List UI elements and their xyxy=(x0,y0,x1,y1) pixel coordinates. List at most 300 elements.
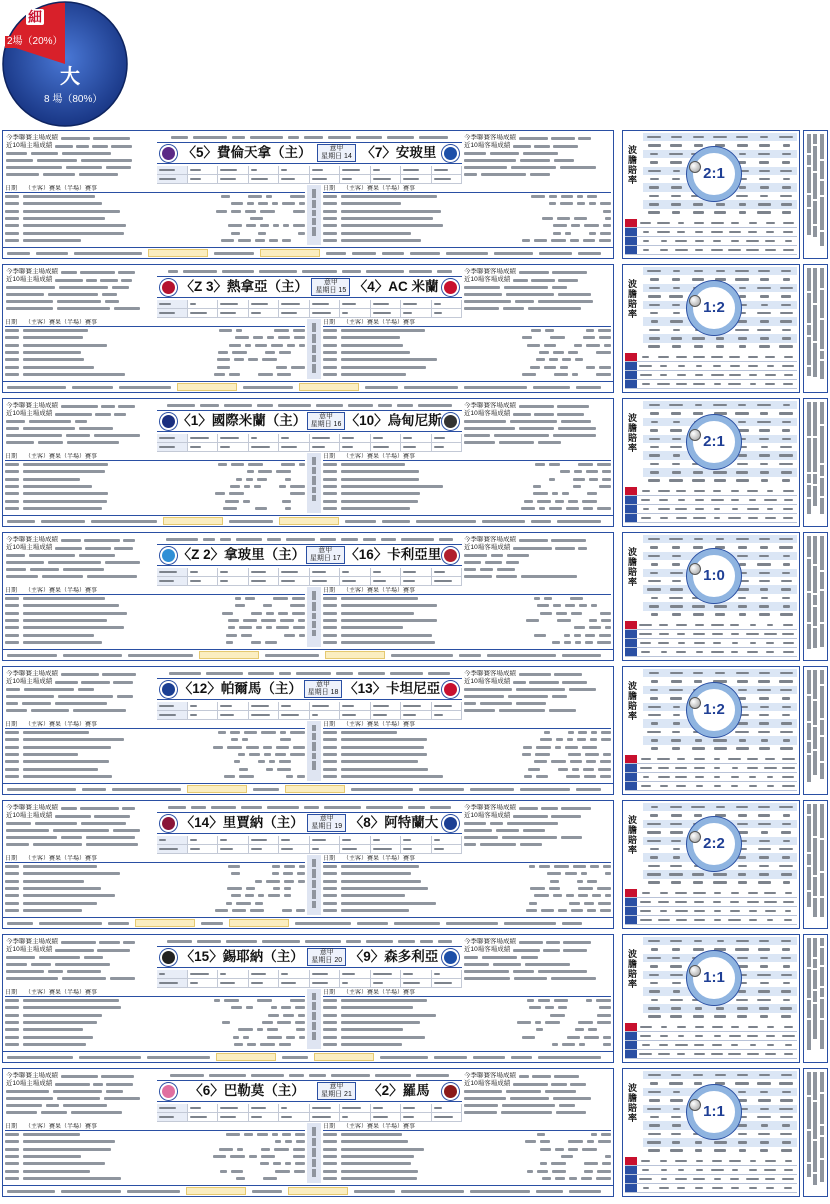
summary-cell xyxy=(690,648,708,656)
summary-cell xyxy=(744,907,762,915)
text-placeholder xyxy=(553,145,578,148)
text-placeholder xyxy=(323,485,337,488)
odds-cell xyxy=(775,435,797,443)
odds-cell xyxy=(753,409,775,417)
text-placeholder xyxy=(521,463,531,466)
odds-cell xyxy=(665,552,687,560)
text-placeholder xyxy=(496,829,519,832)
text-placeholder xyxy=(260,1043,275,1046)
text-placeholder xyxy=(220,538,231,541)
odds-cell xyxy=(665,569,687,577)
text-placeholder xyxy=(566,775,580,778)
text-placeholder xyxy=(658,901,669,904)
text-placeholder xyxy=(565,232,571,235)
text-placeholder xyxy=(190,437,209,440)
text-placeholder xyxy=(758,153,770,156)
text-placeholder xyxy=(553,1097,591,1100)
odds-cell xyxy=(753,996,775,1004)
summary-cell xyxy=(655,907,673,915)
text-placeholder xyxy=(670,588,683,591)
odds-cell xyxy=(665,426,687,434)
text-placeholder xyxy=(190,169,201,172)
text-placeholder xyxy=(764,767,777,770)
text-placeholder xyxy=(582,1148,597,1151)
odds-cell xyxy=(753,543,775,551)
text-placeholder xyxy=(650,689,658,692)
text-placeholder xyxy=(558,1006,567,1009)
text-placeholder xyxy=(781,974,792,977)
text-placeholder xyxy=(260,329,270,332)
table-row xyxy=(5,334,305,341)
odds-cell xyxy=(665,326,687,334)
away-season-values xyxy=(519,137,591,140)
row-label-block xyxy=(625,764,637,772)
text-placeholder xyxy=(695,1007,702,1010)
odds-cell xyxy=(731,401,753,409)
text-placeholder xyxy=(813,134,817,144)
odds-cell xyxy=(665,200,687,208)
stat-cell xyxy=(157,1104,188,1112)
text-placeholder xyxy=(651,680,658,683)
summary-cell xyxy=(708,514,726,522)
summary-cell xyxy=(655,773,673,781)
text-placeholder xyxy=(258,232,266,235)
text-placeholder xyxy=(298,619,305,622)
home-last10-row xyxy=(6,544,154,552)
odds-cell xyxy=(643,535,665,543)
text-placeholder xyxy=(110,977,135,980)
table-row xyxy=(323,461,611,468)
text-placeholder xyxy=(519,271,549,274)
text-placeholder xyxy=(341,1043,402,1046)
match-meta-line xyxy=(157,936,462,946)
text-placeholder xyxy=(493,963,521,966)
text-placeholder xyxy=(221,604,231,607)
text-placeholder xyxy=(190,580,201,583)
text-placeholder xyxy=(282,202,295,205)
text-placeholder xyxy=(248,672,274,675)
text-placeholder xyxy=(540,738,552,741)
text-placeholder xyxy=(675,901,687,904)
table-row xyxy=(5,476,305,483)
text-placeholder xyxy=(650,153,658,156)
text-placeholder xyxy=(295,894,305,897)
text-placeholder xyxy=(23,768,98,771)
text-placeholder xyxy=(323,1021,337,1024)
home-last10-label: 近10場主場成績 xyxy=(6,678,53,685)
odds-cell xyxy=(775,1088,797,1096)
text-placeholder xyxy=(23,336,83,339)
text-placeholder xyxy=(312,334,316,343)
text-placeholder xyxy=(243,999,253,1002)
text-placeholder xyxy=(528,217,538,220)
text-placeholder xyxy=(779,1082,793,1085)
odds-cell xyxy=(665,853,687,861)
odds-cell xyxy=(753,141,775,149)
odds-label: 波膽賠率 xyxy=(627,949,637,989)
text-placeholder xyxy=(639,624,652,627)
text-placeholder xyxy=(696,1160,703,1163)
odds-label: 波膽賠率 xyxy=(627,279,637,319)
text-placeholder xyxy=(5,463,19,466)
odds-cell xyxy=(643,1079,665,1087)
summary-cell xyxy=(637,648,655,656)
odds-cell xyxy=(775,577,797,585)
match-title-bar xyxy=(157,410,462,432)
text-placeholder xyxy=(670,1149,683,1152)
text-placeholder xyxy=(648,479,660,482)
league-day-box xyxy=(311,278,350,296)
odds-cell xyxy=(643,711,665,719)
text-placeholder xyxy=(647,873,661,876)
text-placeholder xyxy=(671,203,681,206)
result-header: （主客）賽果（半場）賽事 xyxy=(25,855,98,862)
text-placeholder xyxy=(234,358,244,361)
text-placeholder xyxy=(257,478,267,481)
stat-row xyxy=(157,577,462,586)
summary-cell xyxy=(708,773,726,781)
text-placeholder xyxy=(312,630,316,636)
stat-cell xyxy=(279,979,310,987)
odds-cell xyxy=(709,343,731,351)
text-placeholder xyxy=(267,336,274,339)
text-placeholder xyxy=(781,203,792,206)
stat-cell xyxy=(401,434,432,442)
result-header: （主客）賽果（半場）賽事 xyxy=(343,855,416,862)
text-placeholder xyxy=(5,1036,19,1039)
stat-row xyxy=(157,970,462,979)
small-label: 細 xyxy=(28,9,42,25)
text-placeholder xyxy=(312,1159,316,1167)
text-placeholder xyxy=(464,709,495,712)
odds-cell xyxy=(731,811,753,819)
text-placeholder xyxy=(695,739,702,742)
text-placeholder xyxy=(696,785,703,788)
stat-cell xyxy=(279,711,310,719)
text-placeholder xyxy=(807,268,811,291)
odds-cell xyxy=(775,837,797,845)
summary-cell xyxy=(744,353,762,361)
summary-cell xyxy=(726,487,744,495)
text-placeholder xyxy=(760,982,769,985)
odds-cell xyxy=(775,175,797,183)
text-placeholder xyxy=(341,470,419,473)
text-placeholder xyxy=(568,500,578,503)
league-day-box xyxy=(306,546,345,564)
text-placeholder xyxy=(283,1014,294,1017)
text-placeholder xyxy=(650,697,658,700)
table-row xyxy=(5,639,305,646)
text-placeholder xyxy=(241,507,251,510)
table-header xyxy=(323,855,611,863)
text-placeholder xyxy=(582,351,592,354)
text-placeholder xyxy=(356,136,382,139)
text-placeholder xyxy=(272,872,279,875)
text-placeholder xyxy=(549,887,560,890)
table-header xyxy=(5,319,305,327)
summary-cell xyxy=(726,228,744,236)
table-row xyxy=(323,483,611,490)
text-placeholder xyxy=(222,1177,232,1180)
odds-cell xyxy=(731,133,753,141)
text-placeholder xyxy=(341,210,441,213)
text-line xyxy=(464,1095,609,1102)
text-placeholder xyxy=(5,210,19,213)
table-row xyxy=(5,461,305,468)
text-placeholder xyxy=(265,351,275,354)
text-placeholder xyxy=(600,760,611,763)
text-placeholder xyxy=(5,768,19,771)
match-header xyxy=(157,400,462,452)
text-placeholder xyxy=(783,404,790,407)
text-placeholder xyxy=(779,454,793,457)
text-placeholder xyxy=(748,356,758,359)
summary-cell xyxy=(655,916,673,924)
text-placeholder xyxy=(766,231,774,234)
text-placeholder xyxy=(281,446,297,449)
home-record-block xyxy=(6,1072,154,1120)
text-placeholder xyxy=(502,836,557,839)
summary-cell xyxy=(637,371,655,379)
text-placeholder xyxy=(229,492,244,495)
summary-cell xyxy=(779,487,797,495)
stat-cell xyxy=(371,1113,402,1121)
text-placeholder xyxy=(813,305,817,341)
text-placeholder xyxy=(323,746,337,749)
text-placeholder xyxy=(286,538,315,541)
summary-cell xyxy=(673,1184,691,1192)
text-placeholder xyxy=(23,373,125,376)
text-placeholder xyxy=(23,507,102,510)
text-placeholder xyxy=(601,1148,611,1151)
text-placeholder xyxy=(342,571,349,574)
match-info-box xyxy=(2,264,614,393)
text-line xyxy=(6,425,154,432)
odds-cell xyxy=(709,1138,731,1146)
text-placeholder xyxy=(271,1006,277,1009)
text-placeholder xyxy=(373,973,392,976)
text-placeholder xyxy=(551,815,581,818)
text-placeholder xyxy=(219,329,232,332)
summary-cell xyxy=(761,1023,779,1031)
summary-cell xyxy=(726,237,744,245)
summary-cell xyxy=(708,487,726,495)
commentary-column xyxy=(803,130,828,259)
text-placeholder xyxy=(672,613,681,616)
text-placeholder xyxy=(508,695,548,698)
odds-cell xyxy=(731,879,753,887)
text-placeholder xyxy=(568,731,574,734)
text-placeholder xyxy=(747,758,758,761)
stat-cell xyxy=(401,836,432,844)
text-placeholder xyxy=(779,546,793,549)
text-placeholder xyxy=(643,776,649,779)
text-placeholder xyxy=(738,546,747,549)
table-row xyxy=(5,1019,305,1026)
commentary-text-column xyxy=(807,670,811,791)
odds-cell xyxy=(753,175,775,183)
stat-cell xyxy=(249,845,280,853)
text-placeholder xyxy=(598,329,611,332)
text-placeholder xyxy=(159,571,177,574)
text-placeholder xyxy=(312,901,316,908)
text-placeholder xyxy=(102,673,136,676)
text-placeholder xyxy=(302,270,337,273)
commentary-text-column xyxy=(820,1072,824,1193)
home-record-block xyxy=(6,804,154,852)
odds-cell xyxy=(753,317,775,325)
text-placeholder xyxy=(543,619,553,622)
odds-cell xyxy=(643,477,665,485)
text-placeholder xyxy=(323,1162,337,1165)
text-placeholder xyxy=(564,1021,574,1024)
home-team-name: 〈1〉國際米蘭（主） xyxy=(177,413,307,428)
text-placeholder xyxy=(326,252,346,255)
text-placeholder xyxy=(323,1155,337,1158)
text-placeholder xyxy=(43,173,75,176)
text-placeholder xyxy=(583,768,594,771)
odds-cell xyxy=(775,401,797,409)
date-header: 日期 xyxy=(323,587,336,594)
text-placeholder xyxy=(578,1021,593,1024)
table-row xyxy=(323,997,611,1004)
commentary-text-column xyxy=(813,670,817,791)
odds-cell xyxy=(731,535,753,543)
away-season-row xyxy=(464,1072,609,1080)
text-placeholder xyxy=(648,1074,661,1077)
text-placeholder xyxy=(167,404,195,407)
text-placeholder xyxy=(640,222,651,225)
summary-cell xyxy=(761,353,779,361)
stat-cell xyxy=(310,979,341,987)
table-row xyxy=(323,870,611,877)
predicted-score: 1:0 xyxy=(703,567,725,584)
table-header xyxy=(323,319,611,327)
match-panel xyxy=(0,128,830,262)
text-placeholder xyxy=(5,358,19,361)
text-placeholder xyxy=(736,940,749,943)
odds-cell xyxy=(775,736,797,744)
text-placeholder xyxy=(63,1104,107,1107)
text-placeholder xyxy=(323,753,337,756)
away-last10-label: 近10場客場成績 xyxy=(464,142,511,149)
text-placeholder xyxy=(783,642,794,645)
text-placeholder xyxy=(298,1014,305,1017)
text-placeholder xyxy=(711,624,724,627)
text-placeholder xyxy=(250,136,283,139)
row-label-block xyxy=(625,1023,637,1031)
text-placeholder xyxy=(464,1104,498,1107)
text-placeholder xyxy=(190,1116,207,1119)
odds-cell xyxy=(709,477,731,485)
odds-cell xyxy=(775,284,797,292)
text-placeholder xyxy=(671,881,681,884)
date-header: 日期 xyxy=(323,721,336,728)
text-placeholder xyxy=(749,1187,757,1190)
text-placeholder xyxy=(737,957,748,960)
odds-cell xyxy=(643,133,665,141)
text-placeholder xyxy=(524,500,533,503)
away-last10-row xyxy=(464,812,609,820)
text-placeholder xyxy=(516,887,526,890)
text-placeholder xyxy=(677,633,685,636)
stat-cell xyxy=(279,434,310,442)
text-placeholder xyxy=(42,575,83,578)
score-prediction-badge xyxy=(687,549,741,603)
table-row xyxy=(323,505,611,512)
away-last10-values xyxy=(513,1083,586,1086)
text-placeholder xyxy=(312,210,316,216)
text-placeholder xyxy=(341,1133,402,1136)
stat-cell xyxy=(310,711,341,719)
odds-cell xyxy=(665,435,687,443)
stat-cell xyxy=(371,568,402,576)
summary-cell xyxy=(779,237,797,245)
result-header: （主客）賽果（半場）賽事 xyxy=(25,453,98,460)
text-placeholder xyxy=(282,1056,308,1059)
odds-cell xyxy=(643,326,665,334)
stat-cell xyxy=(371,577,402,585)
summary-cell xyxy=(726,773,744,781)
text-placeholder xyxy=(295,760,305,763)
stat-cell xyxy=(401,443,432,451)
summary-cell xyxy=(637,487,655,495)
text-placeholder xyxy=(640,1035,651,1038)
text-placeholder xyxy=(565,604,575,607)
text-placeholder xyxy=(692,337,705,340)
summary-cell xyxy=(708,380,726,388)
summary-cell xyxy=(744,371,762,379)
summary-cell xyxy=(637,505,655,513)
summary-cell xyxy=(673,907,691,915)
text-placeholder xyxy=(281,641,291,644)
summary-cell xyxy=(761,237,779,245)
odds-cell xyxy=(753,1096,775,1104)
text-placeholder xyxy=(6,568,26,571)
text-placeholder xyxy=(81,681,110,684)
text-placeholder xyxy=(23,746,111,749)
text-placeholder xyxy=(312,571,326,574)
home-notes xyxy=(6,1088,154,1116)
odds-row xyxy=(643,334,797,342)
away-record-block xyxy=(464,670,609,718)
text-placeholder xyxy=(341,329,425,332)
match-panel xyxy=(0,1066,830,1200)
text-placeholder xyxy=(820,873,824,896)
text-placeholder xyxy=(669,538,683,541)
text-placeholder xyxy=(240,1014,250,1017)
text-placeholder xyxy=(511,166,556,169)
text-placeholder xyxy=(807,1164,811,1177)
text-placeholder xyxy=(246,746,259,749)
odds-cell xyxy=(775,728,797,736)
summary-cell xyxy=(655,514,673,522)
stat-cell xyxy=(310,175,341,183)
text-placeholder xyxy=(515,300,534,303)
text-placeholder xyxy=(190,312,207,315)
text-placeholder xyxy=(781,722,792,725)
summary-cell xyxy=(708,371,726,379)
text-placeholder xyxy=(55,681,78,684)
away-crest-icon xyxy=(442,681,459,698)
text-placeholder xyxy=(760,186,769,189)
summary-cell xyxy=(655,1050,673,1058)
text-placeholder xyxy=(295,470,305,473)
result-header: （主客）賽果（半場）賽事 xyxy=(25,319,98,326)
text-placeholder xyxy=(732,767,738,770)
text-placeholder xyxy=(538,999,550,1002)
text-placeholder xyxy=(749,499,756,502)
